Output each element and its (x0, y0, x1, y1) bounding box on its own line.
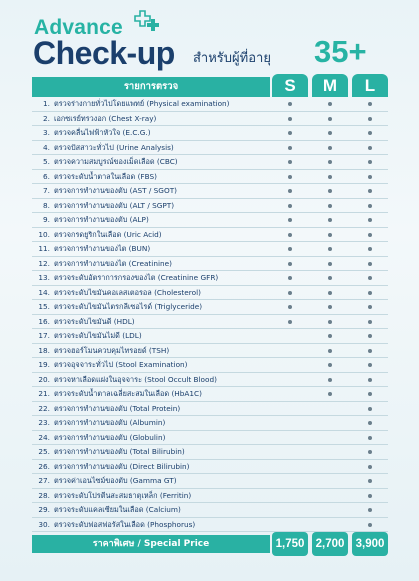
row-number: 24. (38, 432, 50, 442)
table-row (32, 402, 388, 417)
row-label: ตรวจการทำงานของตับ (Total Protein) (54, 403, 181, 413)
included-dot-icon (328, 175, 332, 179)
row-number: 9. (43, 215, 50, 224)
table-row (32, 242, 388, 257)
row-label: เอกซเรย์ทรวงอก (Chest X-ray) (54, 113, 157, 123)
row-number: 8. (43, 200, 50, 210)
plus-icon (133, 10, 161, 34)
row-number: 2. (43, 113, 50, 123)
title-subtitle: สำหรับผู้ที่อายุ (193, 51, 271, 66)
row-number: 6. (43, 171, 50, 181)
included-dot-icon (368, 421, 372, 425)
row-number: 12. (38, 258, 50, 268)
included-dot-icon (328, 334, 332, 338)
checkup-table (32, 77, 388, 558)
row-label: ตรวจอุจจาระทั่วไป (Stool Examination) (54, 360, 188, 369)
header (0, 0, 419, 78)
included-dot-icon (368, 392, 372, 396)
row-label: ตรวจการทำงานของตับ (AST / SGOT) (54, 186, 178, 195)
table-row (32, 387, 388, 402)
row-label: ตรวจคลื่นไฟฟ้าหัวใจ (E.C.G.) (54, 128, 151, 137)
included-dot-icon (288, 305, 292, 309)
row-label: ตรวจระดับฟอสฟอรัสในเลือด (Phosphorus) (54, 519, 196, 529)
included-dot-icon (328, 160, 332, 164)
included-dot-icon (368, 479, 372, 483)
size-header-s: S (272, 74, 308, 97)
table-row (32, 329, 388, 344)
included-dot-icon (368, 218, 372, 222)
table-row (32, 431, 388, 446)
row-number: 28. (38, 490, 50, 500)
table-row (32, 300, 388, 315)
table-row (32, 112, 388, 127)
row-number: 25. (38, 447, 50, 456)
size-header-m: M (312, 74, 348, 97)
row-label: ตรวจระดับไขมันไม่ดี (LDL) (54, 331, 142, 340)
included-dot-icon (288, 146, 292, 150)
table-row (32, 373, 388, 388)
price-l: 3,900 (352, 532, 388, 556)
row-number: 16. (38, 316, 50, 326)
included-dot-icon (288, 320, 292, 324)
included-dot-icon (288, 218, 292, 222)
included-dot-icon (368, 508, 372, 512)
included-dot-icon (368, 247, 372, 251)
row-number: 29. (38, 505, 50, 514)
included-dot-icon (368, 276, 372, 280)
included-dot-icon (288, 131, 292, 135)
row-number: 20. (38, 374, 50, 384)
table-rows (32, 97, 388, 532)
included-dot-icon (368, 131, 372, 135)
included-dot-icon (368, 523, 372, 527)
row-label: ตรวจการทำงานของไต (BUN) (54, 244, 151, 253)
included-dot-icon (368, 102, 372, 106)
row-number: 13. (38, 273, 50, 282)
table-row (32, 416, 388, 431)
included-dot-icon (368, 436, 372, 440)
row-label: ตรวจการทำงานของตับ (Albumin) (54, 418, 166, 427)
included-dot-icon (288, 189, 292, 193)
included-dot-icon (368, 378, 372, 382)
table-row (32, 141, 388, 156)
included-dot-icon (368, 117, 372, 121)
included-dot-icon (368, 305, 372, 309)
table-row (32, 271, 388, 286)
table-row (32, 503, 388, 518)
row-number: 30. (38, 519, 50, 529)
included-dot-icon (288, 160, 292, 164)
included-dot-icon (368, 320, 372, 324)
included-dot-icon (368, 160, 372, 164)
row-number: 23. (38, 418, 50, 427)
row-number: 21. (38, 389, 50, 398)
included-dot-icon (288, 117, 292, 121)
table-row (32, 155, 388, 170)
row-number: 27. (38, 476, 50, 485)
table-row (32, 460, 388, 475)
row-label: ตรวจปัสสาวะทั่วไป (Urine Analysis) (54, 142, 174, 152)
row-number: 7. (43, 186, 50, 195)
size-header-l: L (352, 74, 388, 97)
row-number: 19. (38, 360, 50, 369)
included-dot-icon (328, 276, 332, 280)
included-dot-icon (368, 349, 372, 353)
row-number: 17. (38, 331, 50, 340)
row-label: ตรวจระดับโปรตีนสะสมธาตุเหล็ก (Ferritin) (54, 490, 192, 500)
included-dot-icon (288, 204, 292, 208)
table-row (32, 199, 388, 214)
table-row (32, 257, 388, 272)
row-number: 10. (38, 229, 50, 239)
table-row (32, 228, 388, 243)
price-row (32, 534, 388, 558)
table-row (32, 445, 388, 460)
table-row (32, 126, 388, 141)
included-dot-icon (328, 189, 332, 193)
row-number: 14. (38, 287, 50, 297)
included-dot-icon (328, 247, 332, 251)
row-number: 4. (43, 142, 50, 152)
included-dot-icon (368, 262, 372, 266)
table-row (32, 213, 388, 228)
row-number: 22. (38, 403, 50, 413)
table-row (32, 170, 388, 185)
included-dot-icon (328, 378, 332, 382)
included-dot-icon (368, 291, 372, 295)
row-number: 18. (38, 345, 50, 355)
row-label: ตรวจระดับไขมันดี (HDL) (54, 316, 135, 326)
row-label: ตรวจการทำงานของตับ (Direct Bilirubin) (54, 461, 190, 471)
included-dot-icon (368, 334, 372, 338)
included-dot-icon (328, 131, 332, 135)
included-dot-icon (328, 233, 332, 237)
row-label: ตรวจการทำงานของตับ (Globulin) (54, 432, 166, 442)
included-dot-icon (288, 291, 292, 295)
included-dot-icon (368, 363, 372, 367)
included-dot-icon (368, 407, 372, 411)
table-row (32, 474, 388, 489)
row-number: 11. (38, 244, 50, 253)
table-row (32, 489, 388, 504)
included-dot-icon (288, 247, 292, 251)
included-dot-icon (328, 262, 332, 266)
included-dot-icon (288, 233, 292, 237)
included-dot-icon (368, 465, 372, 469)
table-header (32, 77, 388, 97)
row-label: ตรวจฮอร์โมนควบคุมไทรอยด์ (TSH) (54, 345, 170, 355)
title-checkup: Check-up (33, 35, 175, 71)
table-row (32, 358, 388, 373)
included-dot-icon (368, 189, 372, 193)
row-label: ตรวจร่างกายทั่วไปโดยแพทย์ (Physical examination) (54, 99, 230, 108)
included-dot-icon (328, 146, 332, 150)
table-row (32, 518, 388, 533)
row-label: ตรวจการทำงานของตับ (ALP) (54, 215, 149, 224)
special-price-label: ราคาพิเศษ / Special Price (32, 535, 270, 553)
included-dot-icon (328, 320, 332, 324)
price-s: 1,750 (272, 532, 308, 556)
table-row (32, 344, 388, 359)
included-dot-icon (288, 175, 292, 179)
row-label: ตรวจการทำงานของตับ (Total Bilirubin) (54, 447, 185, 456)
row-label: ตรวจระดับน้ำตาลเฉลี่ยสะสมในเลือด (HbA1C) (54, 389, 202, 398)
included-dot-icon (368, 146, 372, 150)
items-header: รายการตรวจ (32, 77, 270, 97)
row-number: 3. (43, 128, 50, 137)
included-dot-icon (328, 117, 332, 121)
table-row (32, 184, 388, 199)
included-dot-icon (328, 349, 332, 353)
included-dot-icon (288, 262, 292, 266)
title-age: 35+ (314, 34, 367, 69)
included-dot-icon (328, 291, 332, 295)
included-dot-icon (288, 276, 292, 280)
included-dot-icon (328, 204, 332, 208)
row-number: 26. (38, 461, 50, 471)
included-dot-icon (368, 450, 372, 454)
included-dot-icon (288, 102, 292, 106)
included-dot-icon (368, 204, 372, 208)
included-dot-icon (328, 363, 332, 367)
row-label: ตรวจระดับแคลเซียมในเลือด (Calcium) (54, 505, 181, 514)
row-label: ตรวจกรดยูริกในเลือด (Uric Acid) (54, 229, 162, 239)
row-number: 5. (43, 157, 50, 166)
row-label: ตรวจหาเลือดแฝงในอุจจาระ (Stool Occult Blood) (54, 374, 217, 384)
row-label: ตรวจระดับไขมันคอเลสเตอรอล (Cholesterol) (54, 287, 201, 297)
included-dot-icon (368, 233, 372, 237)
row-label: ตรวจการทำงานของไต (Creatinine) (54, 258, 172, 268)
included-dot-icon (368, 175, 372, 179)
included-dot-icon (328, 218, 332, 222)
table-row (32, 286, 388, 301)
included-dot-icon (328, 102, 332, 106)
table-row (32, 97, 388, 112)
included-dot-icon (328, 305, 332, 309)
row-label: ตรวจระดับอัตราการกรองของไต (Creatinine GFR) (54, 273, 219, 282)
row-label: ตรวจค่าเอนไซม์ของตับ (Gamma GT) (54, 476, 177, 485)
row-label: ตรวจความสมบูรณ์ของเม็ดเลือด (CBC) (54, 157, 178, 166)
row-number: 15. (38, 302, 50, 311)
row-label: ตรวจการทำงานของตับ (ALT / SGPT) (54, 200, 175, 210)
row-label: ตรวจระดับไขมันไตรกลีเซอไรด์ (Triglyceride) (54, 302, 203, 311)
table-row (32, 315, 388, 330)
title-advance: Advance (34, 16, 123, 39)
price-m: 2,700 (312, 532, 348, 556)
included-dot-icon (368, 494, 372, 498)
included-dot-icon (328, 392, 332, 396)
row-label: ตรวจระดับน้ำตาลในเลือด (FBS) (54, 171, 157, 181)
row-number: 1. (43, 99, 50, 108)
